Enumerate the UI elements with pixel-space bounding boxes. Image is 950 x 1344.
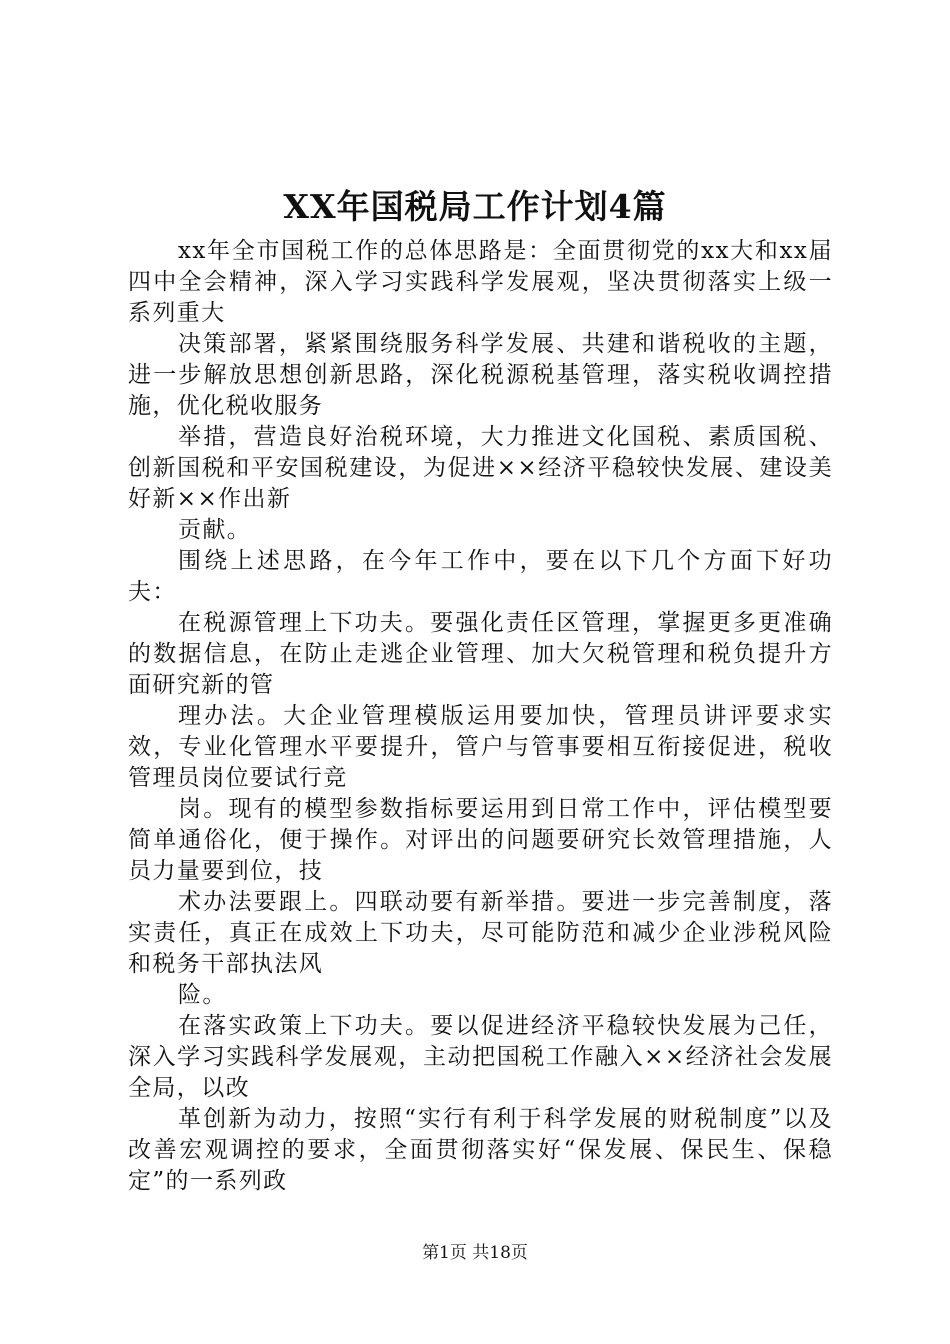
paragraph: xx年全市国税工作的总体思路是：全面贯彻党的xx大和xx届四中全会精神，深入学习实践科学发展观，坚决贯彻落实上级一系列重大 xyxy=(128,238,833,326)
paragraph: 围绕上述思路，在今年工作中，要在以下几个方面下好功夫： xyxy=(128,548,833,605)
paragraph: 术办法要跟上。四联动要有新举措。要进一步完善制度，落实责任，真正在成效上下功夫，尽可能防范和减少企业涉税风险和税务干部执法风 xyxy=(128,889,833,977)
paragraph: 在税源管理上下功夫。要强化责任区管理，掌握更多更准确的数据信息，在防止走逃企业管理、加大欠税管理和税负提升方面研究新的管 xyxy=(128,610,833,698)
paragraph: 岗。现有的模型参数指标要运用到日常工作中，评估模型要简单通俗化，便于操作。对评出的问题要研究长效管理措施，人员力量要到位，技 xyxy=(128,796,833,884)
document-title: XX年国税局工作计划4篇 xyxy=(283,187,667,226)
page-number-footer: 第1页 共18页 xyxy=(422,1243,528,1263)
paragraph: 险。 xyxy=(178,982,227,1008)
paragraph: 决策部署，紧紧围绕服务科学发展、共建和谐税收的主题，进一步解放思想创新思路，深化税源税基管理，落实税收调控措施，优化税收服务 xyxy=(128,331,833,419)
document-body xyxy=(128,236,833,1197)
paragraph: 举措，营造良好治税环境，大力推进文化国税、素质国税、创新国税和平安国税建设，为促进××经济平稳较快发展、建设美好新××作出新 xyxy=(128,424,833,512)
paragraph: 革创新为动力，按照“实行有利于科学发展的财税制度”以及改善宏观调控的要求，全面贯彻落实好“保发展、保民生、保稳定”的一系列政 xyxy=(128,1106,833,1194)
paragraph: 贡献。 xyxy=(178,517,252,543)
paragraph: 在落实政策上下功夫。要以促进经济平稳较快发展为己任，深入学习实践科学发展观，主动把国税工作融入××经济社会发展全局，以改 xyxy=(128,1013,833,1101)
paragraph: 理办法。大企业管理模版运用要加快，管理员讲评要求实效，专业化管理水平要提升，管户与管事要相互衔接促进，税收管理员岗位要试行竞 xyxy=(128,703,833,791)
